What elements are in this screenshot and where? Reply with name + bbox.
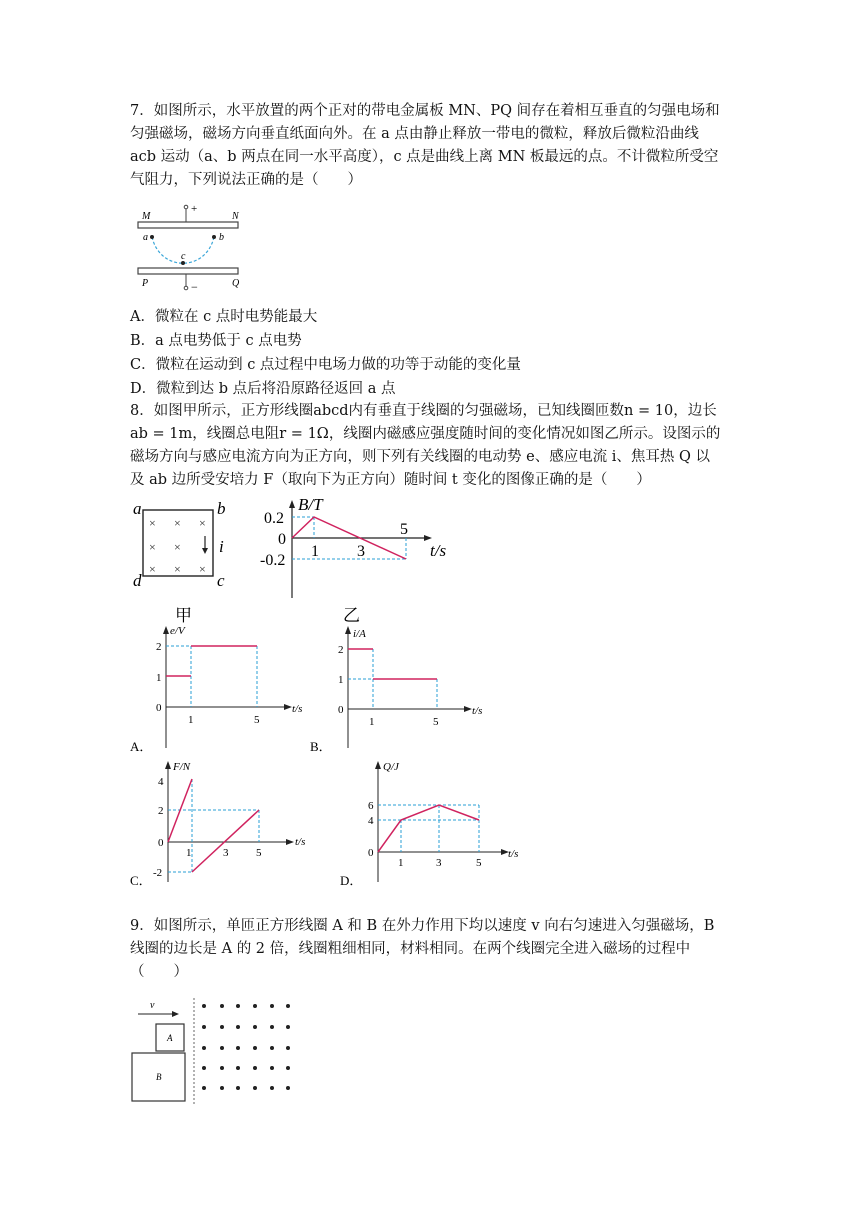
- label-p: P: [142, 278, 149, 289]
- tick-5: 5: [400, 521, 408, 538]
- tick-x3: 3: [436, 857, 442, 869]
- label-c: c: [181, 251, 186, 262]
- tick-2: 2: [158, 805, 164, 817]
- arrow-head: [172, 1011, 179, 1017]
- tick-3: 3: [357, 543, 365, 560]
- minus-label: −: [191, 280, 198, 294]
- q9-line: （ ）: [130, 964, 188, 980]
- plus-label: +: [191, 203, 198, 215]
- svg-text:×: ×: [149, 516, 156, 530]
- label-b: b: [217, 499, 226, 518]
- y-arrow: [165, 761, 171, 769]
- y-label: Q/J: [383, 761, 399, 773]
- tick-1: 1: [338, 674, 344, 686]
- label-v: v: [150, 1000, 155, 1011]
- label-c: c: [217, 571, 225, 590]
- f-segment: [192, 810, 259, 872]
- tick-0: 0: [158, 837, 164, 849]
- q8-line: 及 ab 边所受安培力 F（取向下为正方向）随时间 t 变化的图像正确的是（ ）: [130, 472, 651, 488]
- label-b: b: [219, 232, 224, 243]
- q9-stem: [130, 915, 730, 984]
- terminal-node: [184, 205, 188, 209]
- svg-text:×: ×: [174, 540, 181, 554]
- tick-4: 4: [368, 815, 374, 827]
- b-field-dots: [202, 1004, 290, 1090]
- q7-option-c: C．微粒在运动到 c 点过程中电场力做的功等于动能的变化量: [130, 357, 521, 373]
- y-label: e/V: [170, 625, 185, 637]
- q7-line: acb 运动（a、b 两点在同一水平高度），c 点是曲线上离 MN 板最远的点。不计微粒所受空: [130, 149, 719, 165]
- tick-0.2: 0.2: [264, 510, 284, 527]
- y-arrow: [163, 626, 169, 634]
- label-d: d: [133, 571, 142, 590]
- tick-0: 0: [278, 531, 286, 548]
- label-a: a: [143, 232, 148, 243]
- label-q: Q: [232, 278, 240, 289]
- q7-option-d: D．微粒到达 b 点后将沿原路径返回 a 点: [130, 381, 396, 397]
- fig-yi-graph: [258, 490, 488, 630]
- q-curve: [378, 805, 479, 852]
- y-label: i/A: [353, 628, 366, 640]
- tick-x1: 1: [186, 847, 192, 859]
- tick-x5: 5: [256, 847, 262, 859]
- y-label: F/N: [173, 761, 191, 773]
- point-a: [150, 235, 154, 239]
- q9-line: 9．如图所示，单匝正方形线圈 A 和 B 在外力作用下均以速度 v 向右匀速进入匀强磁场，B: [130, 918, 715, 934]
- svg-text:×: ×: [174, 516, 181, 530]
- q8-stem: [130, 400, 730, 492]
- tick-x5: 5: [476, 857, 482, 869]
- tick-0: 0: [338, 704, 344, 716]
- x-label: t/s: [295, 836, 306, 848]
- point-b: [212, 235, 216, 239]
- q7-line: 匀强磁场，磁场方向垂直纸面向外。在 a 点由静止释放一带电的微粒，释放后微粒沿曲线: [130, 126, 699, 142]
- svg-text:×: ×: [174, 562, 181, 576]
- q7-line: 气阻力，下列说法正确的是（ ）: [130, 172, 362, 188]
- terminal-node: [184, 286, 188, 290]
- q8-line: 磁场方向与感应电流方向为正方向，则下列有关线圈的电动势 e、感应电流 i、焦耳热 Q 以: [130, 449, 711, 465]
- q8-line: ab = 1m，线圈总电阻r = 1Ω，线圈内磁感应强度随时间的变化情况如图乙所示。设图示的: [130, 426, 721, 442]
- label-i: i: [219, 537, 224, 556]
- tick-x5: 5: [254, 714, 260, 726]
- tick-neg2: -2: [153, 867, 163, 879]
- graph-c: [130, 757, 320, 887]
- tick-0: 0: [368, 847, 374, 859]
- x-label: t/s: [472, 705, 483, 717]
- plate-mn: [138, 222, 238, 228]
- q7-plates-figure: [130, 200, 260, 300]
- q7-stem: [130, 100, 730, 192]
- svg-text:×: ×: [199, 516, 206, 530]
- b-field-crosses: [149, 516, 206, 576]
- x-label: t/s: [508, 848, 519, 860]
- caption-jia: 甲: [175, 606, 192, 625]
- label-a: a: [133, 499, 142, 518]
- label-n: N: [232, 211, 239, 222]
- tick-x5: 5: [433, 716, 439, 728]
- y-arrow: [289, 500, 295, 508]
- label-b: B: [156, 1072, 162, 1082]
- x-arrow: [286, 839, 294, 845]
- x-arrow: [464, 706, 472, 712]
- tick-0: 0: [156, 702, 162, 714]
- tick-x1: 1: [369, 716, 375, 728]
- q9-line: 线圈的边长是 A 的 2 倍，线圈粗细相同，材料相同。在两个线圈完全进入磁场的过程中: [130, 941, 691, 957]
- tick-x1: 1: [398, 857, 404, 869]
- option-letter: B．: [310, 739, 332, 754]
- q8-line: 8．如图甲所示，正方形线圈abcd内有垂直于线圈的匀强磁场，已知线圈匝数n = 10，边长: [130, 403, 717, 419]
- plate-pq: [138, 268, 238, 274]
- option-letter: C．: [130, 873, 152, 887]
- svg-text:×: ×: [199, 562, 206, 576]
- q9-coils-figure: [128, 998, 308, 1108]
- graph-a: [130, 620, 310, 755]
- tick-neg0.2: -0.2: [260, 552, 286, 569]
- q7-line: 7．如图所示，水平放置的两个正对的带电金属板 MN、PQ 间存在着相互垂直的匀强电场和: [130, 103, 720, 119]
- tick-x1: 1: [188, 714, 194, 726]
- x-arrow: [284, 704, 292, 710]
- arrow-head: [202, 548, 208, 554]
- graph-b: [310, 620, 490, 755]
- label-a: A: [167, 1033, 173, 1043]
- svg-text:×: ×: [149, 562, 156, 576]
- tick-1: 1: [156, 672, 162, 684]
- tick-4: 4: [158, 776, 164, 788]
- option-letter: A．: [130, 739, 153, 754]
- y-label: B/T: [298, 495, 323, 514]
- svg-text:×: ×: [149, 540, 156, 554]
- tick-1: 1: [311, 543, 319, 560]
- x-label: t/s: [292, 703, 303, 715]
- tick-2: 2: [338, 644, 344, 656]
- option-letter: D．: [340, 873, 363, 887]
- tick-2: 2: [156, 641, 162, 653]
- fig-jia-coil: [128, 496, 238, 626]
- caption-yi: 乙: [343, 606, 360, 625]
- q7-option-b: B．a 点电势低于 c 点电势: [130, 333, 302, 349]
- y-arrow: [375, 761, 381, 769]
- x-label: t/s: [430, 541, 447, 560]
- tick-6: 6: [368, 800, 374, 812]
- graph-d: [340, 757, 540, 887]
- tick-x3: 3: [223, 847, 229, 859]
- q7-option-a: A．微粒在 c 点时电势能最大: [130, 309, 318, 325]
- y-arrow: [345, 626, 351, 634]
- label-m: M: [142, 211, 151, 222]
